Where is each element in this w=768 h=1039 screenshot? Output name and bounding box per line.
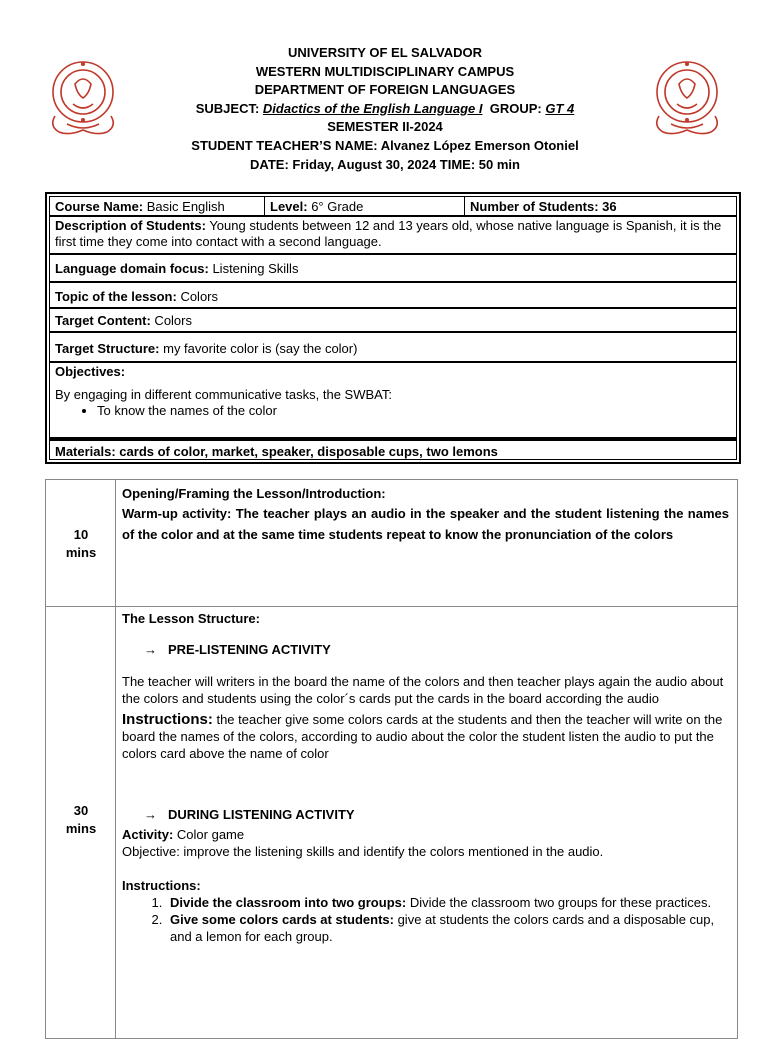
- level-cell: [265, 197, 465, 215]
- date-time: DATE: Friday, August 30, 2024 TIME: 50 min: [250, 156, 520, 172]
- time-value: 10: [73, 527, 89, 542]
- activity-line: [122, 826, 729, 843]
- instructions-label-2: Instructions:: [122, 878, 201, 893]
- student-teacher-name: STUDENT TEACHER’S NAME: Alvanez López Emerson Otoniel: [191, 137, 579, 153]
- topic-label: Topic of the lesson:: [55, 289, 177, 304]
- description-label: Description of Students:: [55, 218, 206, 233]
- column-divider: [115, 480, 116, 1038]
- pre-listening-text: The teacher will writers in the board the name of the colors and then teacher plays again the audio about the colors and students using the color´s cards put the cards in the board according the audio: [122, 674, 724, 706]
- arrow-right-icon: →: [144, 642, 157, 657]
- materials-row: [50, 439, 736, 461]
- objectives-label: Objectives:: [55, 364, 126, 379]
- group-label: GROUP:: [489, 100, 546, 116]
- course-row: [50, 197, 736, 217]
- number-of-students: Number of Students: 36: [470, 199, 617, 214]
- university-name: UNIVERSITY OF EL SALVADOR: [287, 45, 483, 60]
- level-value: 6° Grade: [307, 199, 364, 214]
- target-structure-value: my favorite color is (say the color): [159, 341, 358, 356]
- objective-item: • To know the names of the color: [97, 403, 731, 419]
- time-cell-structure: [46, 802, 116, 838]
- domain-value: Listening Skills: [208, 261, 299, 276]
- department-name: DEPARTMENT OF FOREIGN LANGUAGES: [254, 82, 516, 98]
- warmup-activity: Warm-up activity: The teacher plays an audio in the speaker and the student listening the names of the color and at the same time students repeat to know the pronunciation of the colors: [122, 506, 729, 542]
- description-value: Young students between 12 and 13 years old, whose native language is Spanish, it is the first time they come into contact with a second language.: [55, 218, 722, 249]
- time-value: 30: [73, 803, 89, 818]
- opening-section: [122, 485, 729, 545]
- opening-title: Opening/Framing the Lesson/Introduction:: [122, 486, 386, 501]
- row-divider: [46, 606, 737, 607]
- subject-value: Didactics of the English Language I: [262, 100, 483, 116]
- description-row: [50, 217, 736, 255]
- objectives-row: [50, 363, 736, 439]
- lesson-plan-table: [45, 479, 738, 1039]
- course-info-table: [45, 192, 741, 464]
- objectives-intro: By engaging in different communicative tasks, the SWBAT:: [55, 387, 392, 402]
- lesson-structure-title: The Lesson Structure:: [122, 611, 260, 626]
- step-text: give at students the colors cards and a disposable cup, and a lemon for each group.: [170, 912, 715, 944]
- target-content-label: Target Content:: [55, 313, 151, 328]
- pre-listening-title: PRE-LISTENING ACTIVITY: [168, 642, 331, 657]
- pre-instructions: [122, 711, 729, 762]
- during-listening-title: DURING LISTENING ACTIVITY: [168, 807, 355, 822]
- topic-value: Colors: [176, 289, 219, 304]
- instruction-steps: [122, 894, 729, 945]
- activity-value: Color game: [173, 827, 245, 842]
- group-value: GT 4: [545, 100, 575, 116]
- instructions-text: the teacher give some colors cards at the students and then the teacher will write on the board the names of the colors, according to audio about the color the student listen the audio to put the colors card above the name of color: [122, 712, 723, 761]
- instructions-label: Instructions:: [122, 711, 213, 728]
- objective-line: Objective: improve the listening skills and identify the colors mentioned in the audio.: [122, 844, 604, 859]
- time-unit: mins: [65, 821, 97, 836]
- subject-label: SUBJECT:: [195, 100, 263, 116]
- course-name-value: Basic English: [143, 199, 225, 214]
- arrow-right-icon: →: [144, 807, 157, 822]
- level-label: Level:: [270, 199, 308, 214]
- university-seal-icon: [651, 54, 723, 144]
- lesson-structure-section: [122, 610, 729, 945]
- instruction-step: [166, 911, 729, 945]
- course-name-cell: [50, 197, 265, 215]
- semester: SEMESTER II-2024: [327, 119, 443, 135]
- time-cell-opening: [46, 526, 116, 562]
- time-unit: mins: [65, 545, 97, 560]
- students-cell: [465, 197, 736, 215]
- step-title: Divide the classroom into two groups:: [170, 895, 407, 910]
- during-listening-heading: [122, 806, 729, 823]
- step-title: Give some colors cards at students:: [170, 912, 394, 927]
- materials: Materials: cards of color, market, speaker, disposable cups, two lemons: [55, 444, 498, 459]
- campus-name: WESTERN MULTIDISCIPLINARY CAMPUS: [255, 63, 515, 79]
- activity-label: Activity:: [122, 827, 174, 842]
- domain-row: [50, 255, 736, 283]
- course-name-label: Course Name:: [55, 199, 144, 214]
- target-content-value: Colors: [150, 313, 192, 328]
- instruction-step: [166, 894, 729, 911]
- domain-label: Language domain focus:: [55, 261, 209, 276]
- step-text: Divide the classroom two groups for these practices.: [406, 895, 712, 910]
- objectives-list: [77, 403, 731, 419]
- target-structure-label: Target Structure:: [55, 341, 160, 356]
- university-seal-icon: [47, 54, 119, 144]
- document-header: [130, 44, 640, 174]
- pre-listening-heading: [122, 641, 729, 658]
- target-structure-row: [50, 333, 736, 363]
- target-content-row: [50, 309, 736, 333]
- subject-line: [130, 100, 640, 119]
- topic-row: [50, 283, 736, 309]
